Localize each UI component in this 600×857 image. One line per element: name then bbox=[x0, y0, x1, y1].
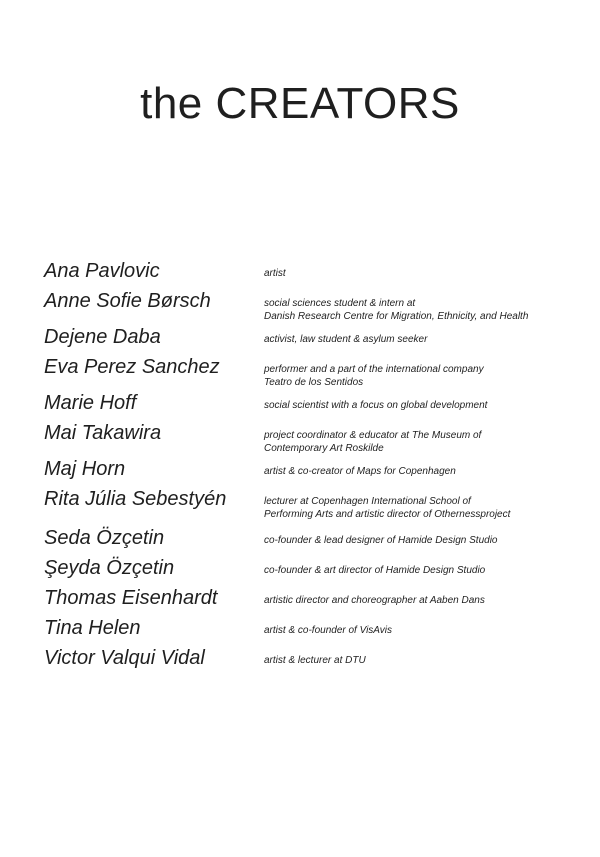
creator-name: Seda Özçetin bbox=[44, 527, 165, 549]
creator-name: Tina Helen bbox=[44, 617, 141, 639]
creator-role-line: lecturer at Copenhagen International School of bbox=[264, 496, 471, 507]
creator-role-line: Danish Research Centre for Migration, Ethnicity, and Health bbox=[264, 311, 529, 322]
creator-name: Eva Perez Sanchez bbox=[44, 356, 220, 378]
creator-role: artist bbox=[264, 268, 286, 279]
creator-name: Maj Horn bbox=[44, 458, 126, 480]
creator-role-line: project coordinator & educator at The Museum of bbox=[264, 430, 482, 441]
creator-role-line: Performing Arts and artistic director of Othernessproject bbox=[264, 509, 511, 520]
creator-name: Thomas Eisenhardt bbox=[44, 587, 218, 609]
creator-name: Marie Hoff bbox=[44, 392, 137, 414]
creator-name: Ana Pavlovic bbox=[44, 260, 160, 282]
creator-name: Mai Takawira bbox=[44, 422, 162, 444]
creator-role: artist & co-creator of Maps for Copenhagen bbox=[264, 466, 456, 477]
creator-role bbox=[264, 297, 528, 323]
creator-role bbox=[264, 429, 481, 455]
creator-name: Rita Júlia Sebestyén bbox=[44, 488, 227, 510]
creator-role: artistic director and choreographer at Aaben Dans bbox=[264, 595, 485, 606]
creator-role-line: social sciences student & intern at bbox=[264, 298, 416, 309]
creator-role: co-founder & art director of Hamide Design Studio bbox=[264, 565, 486, 576]
page-title: the CREATORS bbox=[140, 79, 460, 128]
creator-role-line: Contemporary Art Roskilde bbox=[264, 443, 384, 454]
creator-role bbox=[264, 363, 484, 389]
creator-name: Victor Valqui Vidal bbox=[44, 647, 205, 669]
creator-role: activist, law student & asylum seeker bbox=[264, 334, 428, 345]
creator-name: Anne Sofie Børsch bbox=[44, 290, 211, 312]
creator-role: artist & co-founder of VisAvis bbox=[264, 625, 393, 636]
creator-role: social scientist with a focus on global development bbox=[264, 400, 488, 411]
creator-role bbox=[264, 495, 510, 521]
creator-name: Şeyda Özçetin bbox=[44, 557, 175, 579]
creator-role: co-founder & lead designer of Hamide Design Studio bbox=[264, 535, 498, 546]
creator-role: artist & lecturer at DTU bbox=[264, 655, 366, 666]
creator-name: Dejene Daba bbox=[44, 326, 161, 348]
creator-role-line: Teatro de los Sentidos bbox=[264, 377, 364, 388]
creator-role-line: performer and a part of the international company bbox=[264, 364, 484, 375]
